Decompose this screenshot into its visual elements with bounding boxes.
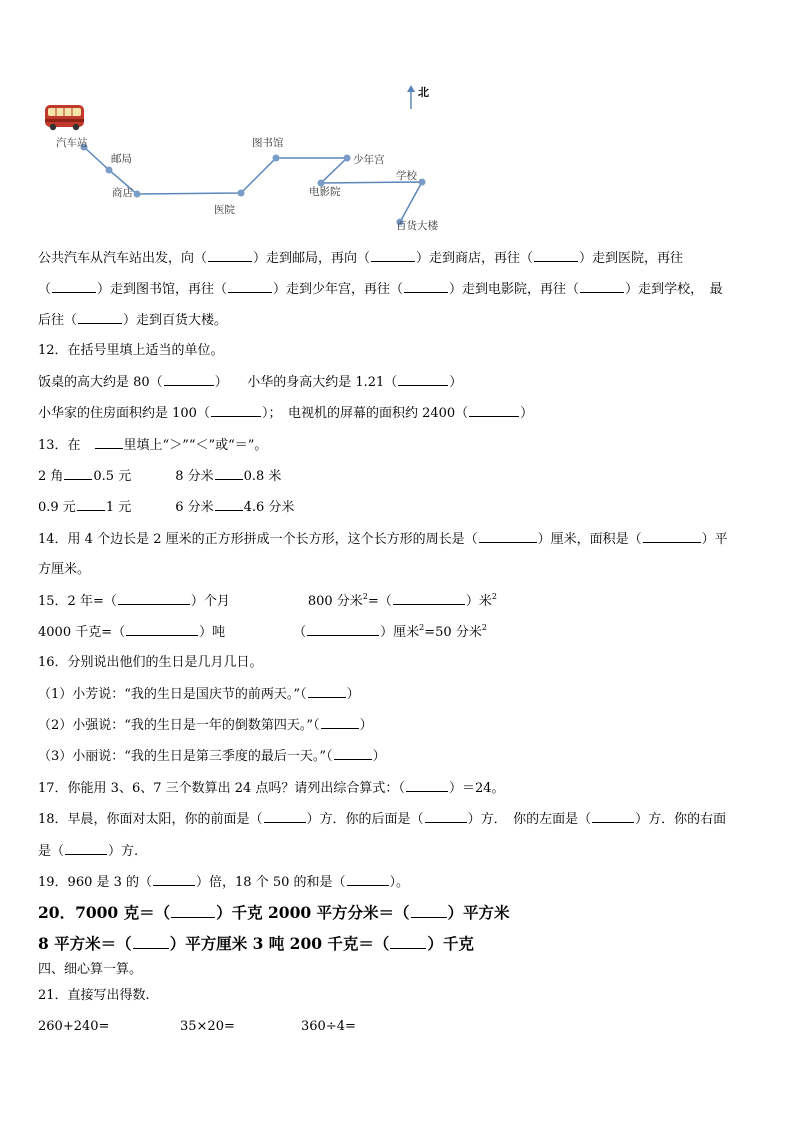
node-library (273, 155, 280, 162)
q15-line-2: 4000 千克=（ ）吨 （ ）厘米$^2$=50 分米$^2$ (38, 623, 487, 640)
blank[interactable] (371, 249, 415, 262)
blank[interactable] (264, 810, 306, 823)
blank[interactable] (307, 623, 379, 636)
blank[interactable] (65, 842, 107, 855)
label-shop: 商店 (112, 187, 133, 199)
blank[interactable] (215, 498, 243, 511)
q16-item-1: （1）小芳说：“我的生日是国庆节的前两天。”（ ） (38, 687, 360, 702)
node-post-office (106, 167, 113, 174)
q16-item-2: （2）小强说：“我的生日是一年的倒数第四天。”（ ） (38, 718, 373, 733)
q12-title: 12．在括号里填上适当的单位。 (38, 343, 224, 358)
q18-line-2: 是（ ）方. (38, 844, 139, 859)
q12-line-1: 饭桌的高大约是 80（ ） 小华的身高大约是 1.21（ ） (38, 375, 463, 390)
blank[interactable] (228, 280, 272, 293)
blank[interactable] (347, 873, 389, 886)
node-hospital (238, 190, 245, 197)
route-map (0, 0, 794, 245)
q13-title: 13．在 里填上“＞”“＜”或“＝”。 (38, 438, 268, 453)
label-school: 学校 (396, 170, 417, 182)
q18-line-1: 18．早晨，你面对太阳，你的前面是（ ）方．你的后面是（ ）方． 你的左面是（ ）方．你的右面 (38, 812, 727, 827)
blank[interactable] (215, 467, 243, 480)
label-post-office: 邮局 (111, 153, 132, 165)
blank[interactable] (398, 373, 448, 386)
q12-line-2: 小华家的住房面积约是 100（ ）； 电视机的屏幕的面积约 2400（ ） (38, 406, 534, 421)
section-heading: 四、细心算一算。 (38, 962, 143, 977)
blank[interactable] (321, 716, 359, 729)
node-youth-palace (344, 155, 351, 162)
blank[interactable] (592, 810, 634, 823)
blank[interactable] (534, 249, 578, 262)
label-department-store: 百货大楼 (396, 220, 438, 232)
blank[interactable] (643, 530, 701, 543)
blank[interactable] (126, 623, 198, 636)
q11-line-2: （ ）走到图书馆，再往（ ）走到少年宫，再往（ ）走到电影院，再往（ ）走到学校， 最 (38, 282, 723, 297)
blank (95, 436, 123, 449)
q17: 17．你能用 3、6、7 三个数算出 24 点吗？请列出综合算式：（ ）＝24。 (38, 781, 505, 796)
blank[interactable] (404, 280, 448, 293)
q14-line-2: 方厘米。 (38, 562, 91, 577)
q20-line-2: 8 平方米＝（ ）平方厘米 3 吨 200 千克＝（ ）千克 (38, 934, 474, 953)
node-shop (134, 191, 141, 198)
label-cinema: 电影院 (309, 186, 341, 198)
label-library: 图书馆 (252, 137, 284, 149)
q13-row-2: 0.9 元 1 元 6 分米 4.6 分米 (38, 500, 295, 515)
q16-title: 16．分别说出他们的生日是几月几日。 (38, 655, 263, 670)
blank[interactable] (171, 903, 215, 918)
q11-line-1: 公共汽车从汽车站出发，向（ ）走到邮局，再向（ ）走到商店，再往（ ）走到医院，再往 (38, 251, 684, 266)
blank[interactable] (64, 467, 92, 480)
q15-line-1: 15．2 年=（ ）个月 800 分米$^2$=（ ）米$^2$ (38, 592, 497, 609)
blank[interactable] (133, 934, 169, 949)
q14-line-1: 14．用 4 个边长是 2 厘米的正方形拼成一个长方形，这个长方形的周长是（ ）厘米，面积是（ ）平 (38, 532, 728, 547)
blank[interactable] (425, 810, 467, 823)
blank[interactable] (469, 404, 519, 417)
blank[interactable] (211, 404, 261, 417)
blank[interactable] (118, 592, 190, 605)
q16-item-3: （3）小丽说：“我的生日是第三季度的最后一天。”（ ） (38, 749, 386, 764)
blank[interactable] (164, 373, 214, 386)
blank[interactable] (77, 498, 105, 511)
blank[interactable] (411, 903, 447, 918)
calc-item: 35×20= (180, 1019, 235, 1034)
blank[interactable] (390, 934, 426, 949)
calc-item: 360÷4= (301, 1019, 356, 1034)
blank[interactable] (78, 311, 122, 324)
north-label: 北 (418, 86, 429, 99)
blank[interactable] (52, 280, 96, 293)
bus-icon (45, 105, 84, 130)
blank[interactable] (334, 747, 372, 760)
blank[interactable] (153, 873, 195, 886)
blank[interactable] (208, 249, 252, 262)
label-youth-palace: 少年宫 (353, 154, 385, 166)
calc-item: 260+240= (38, 1019, 110, 1034)
label-bus-station: 汽车站 (56, 137, 88, 149)
blank[interactable] (393, 592, 465, 605)
blank[interactable] (580, 280, 624, 293)
q19: 19．960 是 3 的（ ）倍，18 个 50 的和是（ ）。 (38, 875, 410, 890)
q20-line-1: 20．7000 克＝（ ）千克 2000 平方分米＝（ ）平方米 (38, 903, 510, 922)
q11-line-3: 后往（ ）走到百货大楼。 (38, 313, 228, 328)
node-school (419, 179, 426, 186)
q21-title: 21．直接写出得数. (38, 988, 150, 1003)
blank[interactable] (479, 530, 537, 543)
q13-row-1: 2 角 0.5 元 8 分米 0.8 米 (38, 469, 282, 484)
north-arrow (407, 85, 415, 109)
blank[interactable] (308, 685, 346, 698)
label-hospital: 医院 (214, 204, 235, 216)
blank[interactable] (406, 779, 448, 792)
